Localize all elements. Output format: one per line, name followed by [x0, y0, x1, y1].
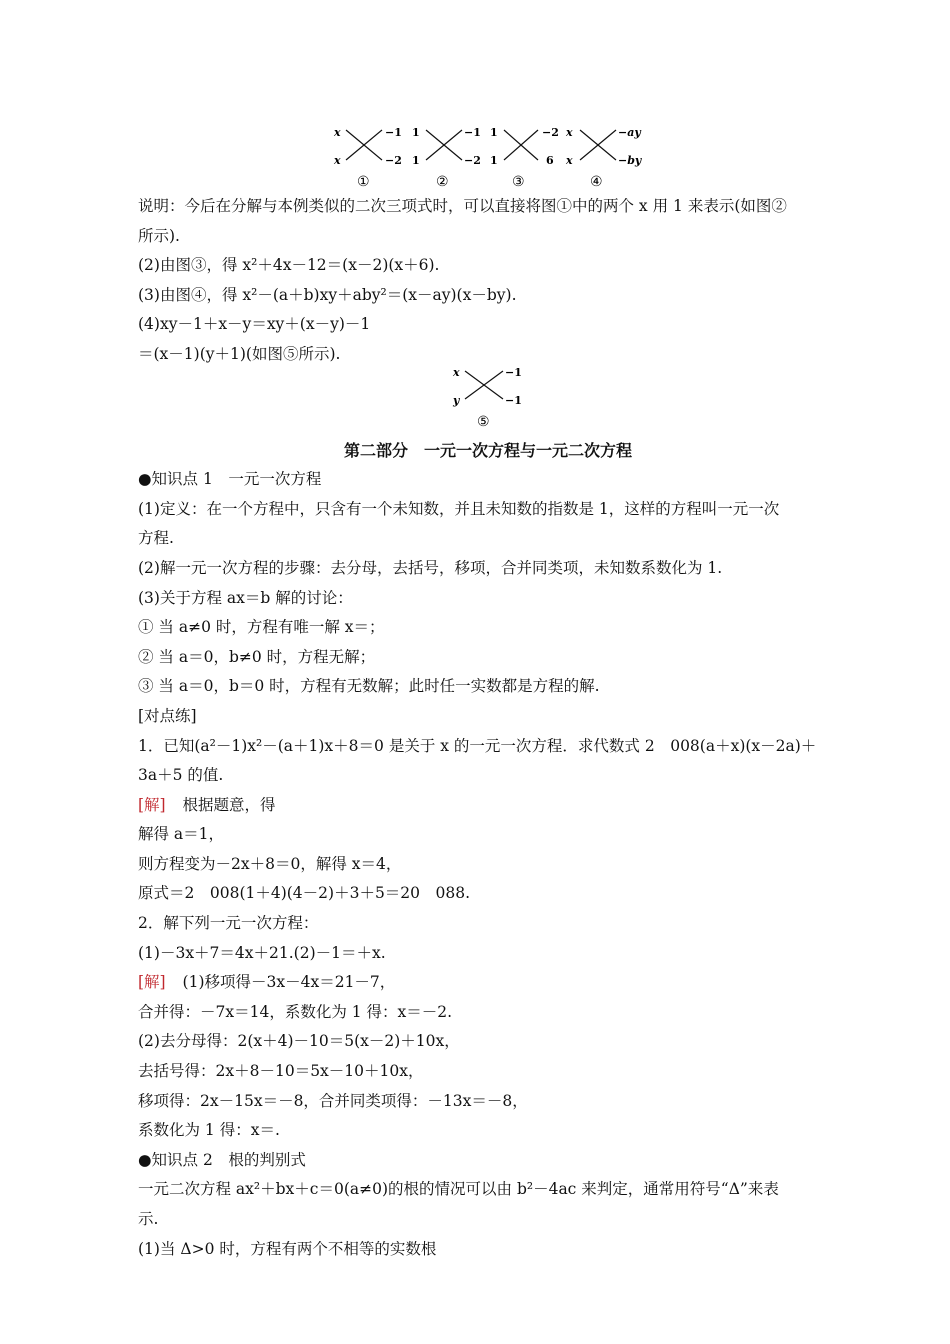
text-line: 原式＝2 008(1＋4)(4－2)＋3＋5＝20 088. [138, 884, 471, 903]
fig3-top-left: 1 [490, 126, 498, 139]
fig3-bottom-left: 1 [490, 154, 498, 167]
text-line: (3)由图④，得 x²－(a＋b)xy＋aby²＝(x－ay)(x－by). [138, 285, 517, 304]
fig5-label: ⑤ [477, 414, 490, 430]
fig2-label: ② [436, 174, 449, 190]
fig1-top-left: x [334, 126, 341, 139]
fig3-top-right: −2 [542, 126, 559, 139]
fig1-bottom-left: x [334, 154, 341, 167]
solution-line [138, 968, 838, 998]
text-line: 方程. [138, 529, 174, 548]
fig1-top-right: −1 [385, 126, 402, 139]
fig5-bottom-left: y [453, 394, 460, 407]
solution-label: [解] [138, 795, 166, 814]
figure-1 [333, 126, 402, 190]
text-line: 则方程变为－2x＋8＝0，解得 x＝4， [138, 854, 402, 873]
text-line: (1)定义：在一个方程中，只含有一个未知数，并且未知数的指数是 1，这样的方程叫一元一次 [138, 499, 780, 518]
text-line: (2)去分母得：2(x＋4)－10＝5(x－2)＋10x， [138, 1032, 460, 1051]
text-line: 合并得：－7x＝14，系数化为 1 得：x＝－2. [138, 1002, 453, 1021]
text-line: (1)当 Δ>0 时，方程有两个不相等的实数根 [138, 1239, 437, 1258]
fig4-top-right: −ay [618, 126, 641, 139]
text-line: 一元二次方程 ax²＋bx＋c＝0(a≠0)的根的情况可以由 b²－4ac 来判定，通常用符号“Δ”来表 [138, 1180, 779, 1199]
text-line: ＝(x－1)(y＋1)(如图⑤所示). [138, 344, 341, 363]
document-body [138, 192, 838, 1264]
solution-label: [解] [138, 973, 166, 992]
figure-3 [490, 126, 559, 190]
solution-line [138, 791, 838, 821]
fig5-bottom-right: −1 [505, 394, 522, 407]
text-line: 说明：今后在分解与本例类似的二次三项式时，可以直接将图①中的两个 x 用 1 来表示(如图② [138, 197, 787, 215]
text-line: 系数化为 1 得：x＝. [138, 1121, 280, 1140]
fig5-top-left: x [453, 366, 460, 379]
text-line: 去括号得：2x＋8－10＝5x－10＋10x， [138, 1062, 424, 1081]
fig2-bottom-right: −2 [464, 154, 481, 167]
figure-5-spacer [138, 370, 838, 436]
text-line: ② 当 a＝0，b≠0 时，方程无解； [138, 647, 376, 666]
text-line: ③ 当 a＝0，b＝0 时，方程有无数解；此时任一实数都是方程的解. [138, 677, 600, 696]
text-line: 移项得：2x－15x＝－8，合并同类项得：－13x＝－8， [138, 1091, 528, 1110]
fig2-top-right: −1 [464, 126, 481, 139]
text-line: 3a＋5 的值. [138, 766, 224, 785]
text-line: (2)由图③，得 x²＋4x－12＝(x－2)(x＋6). [138, 256, 440, 275]
text-line: [对点练] [138, 706, 197, 725]
fig5-top-right: −1 [505, 366, 522, 379]
text-line: 示. [138, 1210, 159, 1228]
text-line: (2)解一元一次方程的步骤：去分母，去括号，移项，合并同类项，未知数系数化为 1. [138, 558, 723, 577]
figure-2 [412, 126, 481, 190]
fig4-bottom-left: x [566, 154, 573, 167]
fig4-label: ④ [590, 174, 603, 190]
text-line: (3)关于方程 ax＝b 解的讨论： [138, 588, 353, 607]
fig3-label: ③ [512, 174, 525, 190]
fig2-top-left: 1 [412, 126, 420, 139]
fig4-bottom-right: −by [618, 154, 642, 167]
section-title: 第二部分 一元一次方程与一元二次方程 [343, 440, 632, 460]
text-line: 所示). [138, 226, 180, 245]
text-line: ① 当 a≠0 时，方程有唯一解 x＝； [138, 618, 385, 637]
solution-text: 根据题意，得 [182, 795, 276, 814]
figure-4 [565, 126, 643, 190]
cross-multiplication-figures [330, 118, 650, 190]
text-line: 解得 a＝1， [138, 825, 225, 844]
solution-text: (1)移项得－3x－4x＝21－7， [182, 973, 396, 992]
text-line: 1．已知(a²－1)x²－(a＋1)x＋8＝0 是关于 x 的一元一次方程．求代数式 2 008(a＋x)(x－2a)＋ [138, 736, 817, 755]
fig2-bottom-left: 1 [412, 154, 420, 167]
text-line: (1)－3x＋7＝4x＋21.(2)－1＝＋x. [138, 943, 386, 962]
text-line: (4)xy－1＋x－y＝xy＋(x－y)－1 [138, 315, 371, 334]
text-line: 2．解下列一元一次方程： [138, 914, 319, 933]
text-line: ●知识点 2 根的判别式 [138, 1150, 306, 1169]
fig1-label: ① [357, 174, 370, 190]
fig3-bottom-right: 6 [546, 154, 554, 167]
fig4-top-left: x [566, 126, 573, 139]
text-line: ●知识点 1 一元一次方程 [138, 470, 322, 489]
fig1-bottom-right: −2 [385, 154, 402, 167]
